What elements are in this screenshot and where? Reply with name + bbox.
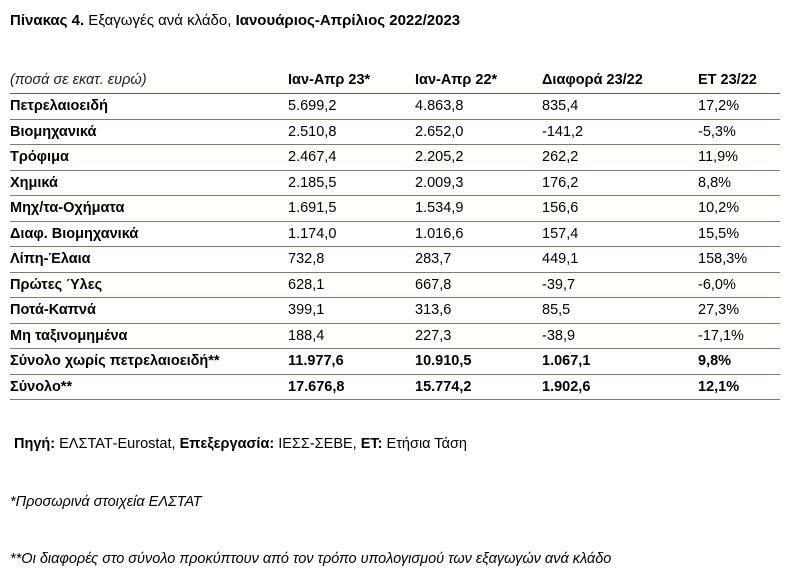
cell-name: Διαφ. Βιομηχανικά [10,225,139,242]
cell-difference: 1.067,1 [542,353,591,370]
table-total-row [10,349,780,375]
cell-value-2023: 5.699,2 [288,98,337,115]
processing-text: ΙΕΣΣ-ΣΕΒΕ, [274,436,361,452]
column-header-difference: Διαφορά 23/22 [542,71,643,88]
cell-value-2023: 399,1 [288,302,325,319]
table-total-row [10,375,780,401]
et-label: ΕΤ: [360,436,383,452]
cell-name: Σύνολο** [10,378,73,395]
cell-value-2022: 313,6 [415,302,452,319]
cell-annual-trend: 8,8% [698,174,732,191]
cell-value-2022: 2.205,2 [415,149,464,166]
cell-name: Μηχ/τα-Οχήματα [10,200,125,217]
cell-value-2023: 1.174,0 [288,225,337,242]
title-prefix: Πίνακας 4. [10,12,85,29]
cell-difference: -38,9 [542,327,576,344]
cell-value-2022: 2.652,0 [415,123,464,140]
cell-name: Μη ταξινομημένα [10,327,128,344]
cell-value-2023: 628,1 [288,276,325,293]
table-row [10,94,780,120]
cell-name: Χημικά [10,174,58,191]
footnote-differences: **Οι διαφορές στο σύνολο προκύπτουν από τον τρόπο υπολογισμού των εξαγωγών ανά κλάδο [10,551,612,567]
table-row [10,298,780,324]
cell-annual-trend: 12,1% [698,378,740,395]
cell-value-2022: 10.910,5 [415,353,472,370]
cell-value-2023: 2.510,8 [288,123,337,140]
source-line [14,436,467,452]
cell-name: Βιομηχανικά [10,123,97,140]
cell-annual-trend: 158,3% [698,251,748,268]
cell-value-2022: 15.774,2 [415,378,472,395]
cell-difference: -141,2 [542,123,584,140]
cell-value-2023: 732,8 [288,251,325,268]
cell-annual-trend: 10,2% [698,200,740,217]
column-header-jan-apr-22: Ιαν-Απρ 22* [415,71,498,88]
exports-table [10,66,780,400]
table-row [10,324,780,350]
cell-name: Τρόφιμα [10,149,69,166]
cell-value-2022: 227,3 [415,327,452,344]
unit-label: (ποσά σε εκατ. ευρώ) [10,71,147,88]
title-middle: Εξαγωγές ανά κλάδο, [84,12,236,29]
table-row [10,273,780,299]
cell-name: Λίπη-Έλαια [10,251,91,268]
cell-value-2022: 4.863,8 [415,98,464,115]
table-row [10,120,780,146]
cell-name: Πετρελαιοειδή [10,98,108,115]
table-row [10,171,780,197]
cell-annual-trend: 15,5% [698,225,740,242]
cell-annual-trend: 27,3% [698,302,740,319]
et-text: Ετήσια Τάση [382,436,467,452]
cell-difference: 176,2 [542,174,579,191]
cell-value-2023: 17.676,8 [288,378,345,395]
table-row [10,196,780,222]
cell-annual-trend: -17,1% [698,327,744,344]
source-text: ΕΛΣΤΑΤ-Eurostat, [55,436,180,452]
cell-difference: 156,6 [542,200,579,217]
cell-value-2022: 1.534,9 [415,200,464,217]
cell-difference: -39,7 [542,276,576,293]
cell-annual-trend: -5,3% [698,123,736,140]
cell-value-2023: 1.691,5 [288,200,337,217]
cell-value-2022: 283,7 [415,251,452,268]
table-title [10,12,460,29]
cell-difference: 85,5 [542,302,571,319]
cell-annual-trend: 11,9% [698,149,739,166]
cell-difference: 1.902,6 [542,378,591,395]
cell-name: Ποτά-Καπνά [10,302,96,319]
cell-name: Σύνολο χωρίς πετρελαιοειδή** [10,353,220,370]
cell-value-2022: 2.009,3 [415,174,464,191]
cell-value-2023: 2.467,4 [288,149,337,166]
cell-annual-trend: 9,8% [698,353,732,370]
cell-annual-trend: 17,2% [698,98,740,115]
processing-label: Επεξεργασία: [179,436,275,452]
source-label: Πηγή: [14,436,56,452]
table-row [10,222,780,248]
cell-difference: 157,4 [542,225,579,242]
column-header-jan-apr-23: Ιαν-Απρ 23* [288,71,371,88]
cell-difference: 262,2 [542,149,579,166]
table-body [10,94,780,400]
cell-difference: 449,1 [542,251,579,268]
cell-difference: 835,4 [542,98,579,115]
table-row [10,247,780,273]
cell-value-2023: 188,4 [288,327,325,344]
cell-value-2023: 2.185,5 [288,174,337,191]
cell-name: Πρώτες Ύλες [10,276,103,293]
cell-annual-trend: -6,0% [698,276,736,293]
cell-value-2022: 1.016,6 [415,225,464,242]
table-header-row [10,66,780,94]
column-header-annual-trend: ΕΤ 23/22 [698,71,757,88]
title-period: Ιανουάριος-Απρίλιος 2022/2023 [235,12,461,29]
footnote-provisional: *Προσωρινά στοιχεία ΕΛΣΤΑΤ [10,494,202,510]
cell-value-2023: 11.977,6 [288,353,344,370]
cell-value-2022: 667,8 [415,276,452,293]
table-row [10,145,780,171]
